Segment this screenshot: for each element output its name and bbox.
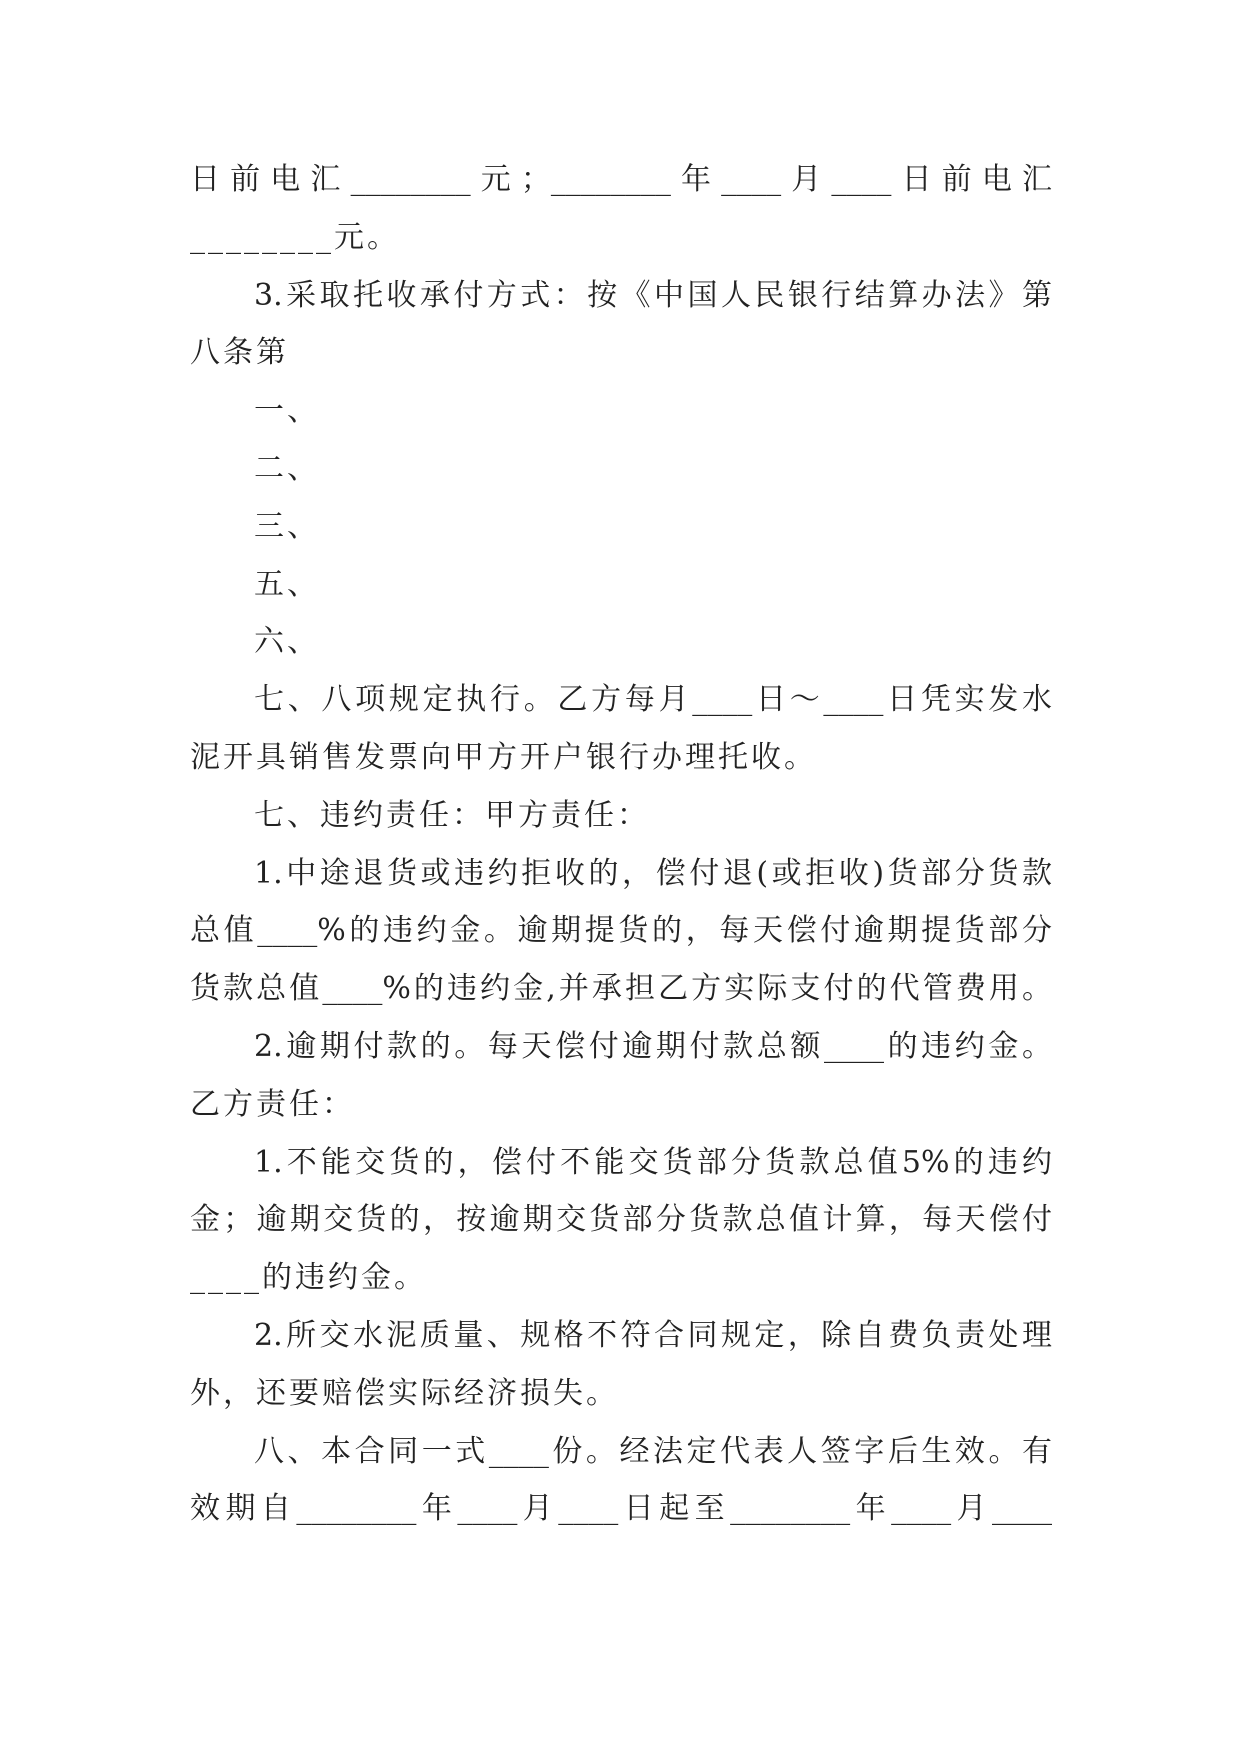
text-line: 货款总值____%的违约金,并承担乙方实际支付的代管费用。 <box>190 971 1052 1007</box>
text-line: 2.逾期付款的。每天偿付逾期付款总额____的违约金。 <box>254 1028 1052 1064</box>
text-line: 外，还要赔偿实际经济损失。 <box>190 1375 619 1411</box>
text-line: 一、 <box>254 393 320 429</box>
text-line: 五、 <box>254 566 320 602</box>
text-line: 二、 <box>254 450 320 486</box>
text-line: 三、 <box>254 508 320 544</box>
text-line: 1.不能交货的，偿付不能交货部分货款总值5%的违约 <box>254 1144 1052 1180</box>
text-line: 六、 <box>254 624 320 660</box>
text-line: ________元。 <box>190 219 400 255</box>
text-line: 七、八项规定执行。乙方每月____日～____日凭实发水 <box>254 682 1052 718</box>
text-line: ____的违约金。 <box>190 1260 427 1296</box>
text-line: 1.中途退货或违约拒收的，偿付退(或拒收)货部分货款 <box>254 855 1052 891</box>
text-line: 总值____%的违约金。逾期提货的，每天偿付逾期提货部分 <box>190 913 1052 949</box>
text-line: 3.采取托收承付方式：按《中国人民银行结算办法》第 <box>254 277 1052 313</box>
text-line: 七、违约责任：甲方责任： <box>254 797 650 833</box>
text-line: 八条第 <box>190 335 289 371</box>
text-line: 金；逾期交货的，按逾期交货部分货款总值计算，每天偿付 <box>190 1202 1052 1238</box>
text-line: 2.所交水泥质量、规格不符合同规定，除自费负责处理 <box>254 1317 1052 1353</box>
text-line: 泥开具销售发票向甲方开户银行办理托收。 <box>190 739 817 775</box>
document-body <box>190 158 1052 1545</box>
text-line: 乙方责任： <box>190 1086 355 1122</box>
text-line: 日前电汇________元；________年____月____日前电汇 <box>190 162 1052 197</box>
text-line: 效期自________年____月____日起至________年____月____ <box>190 1491 1052 1527</box>
text-line: 八、本合同一式____份。经法定代表人签字后生效。有 <box>254 1433 1052 1469</box>
